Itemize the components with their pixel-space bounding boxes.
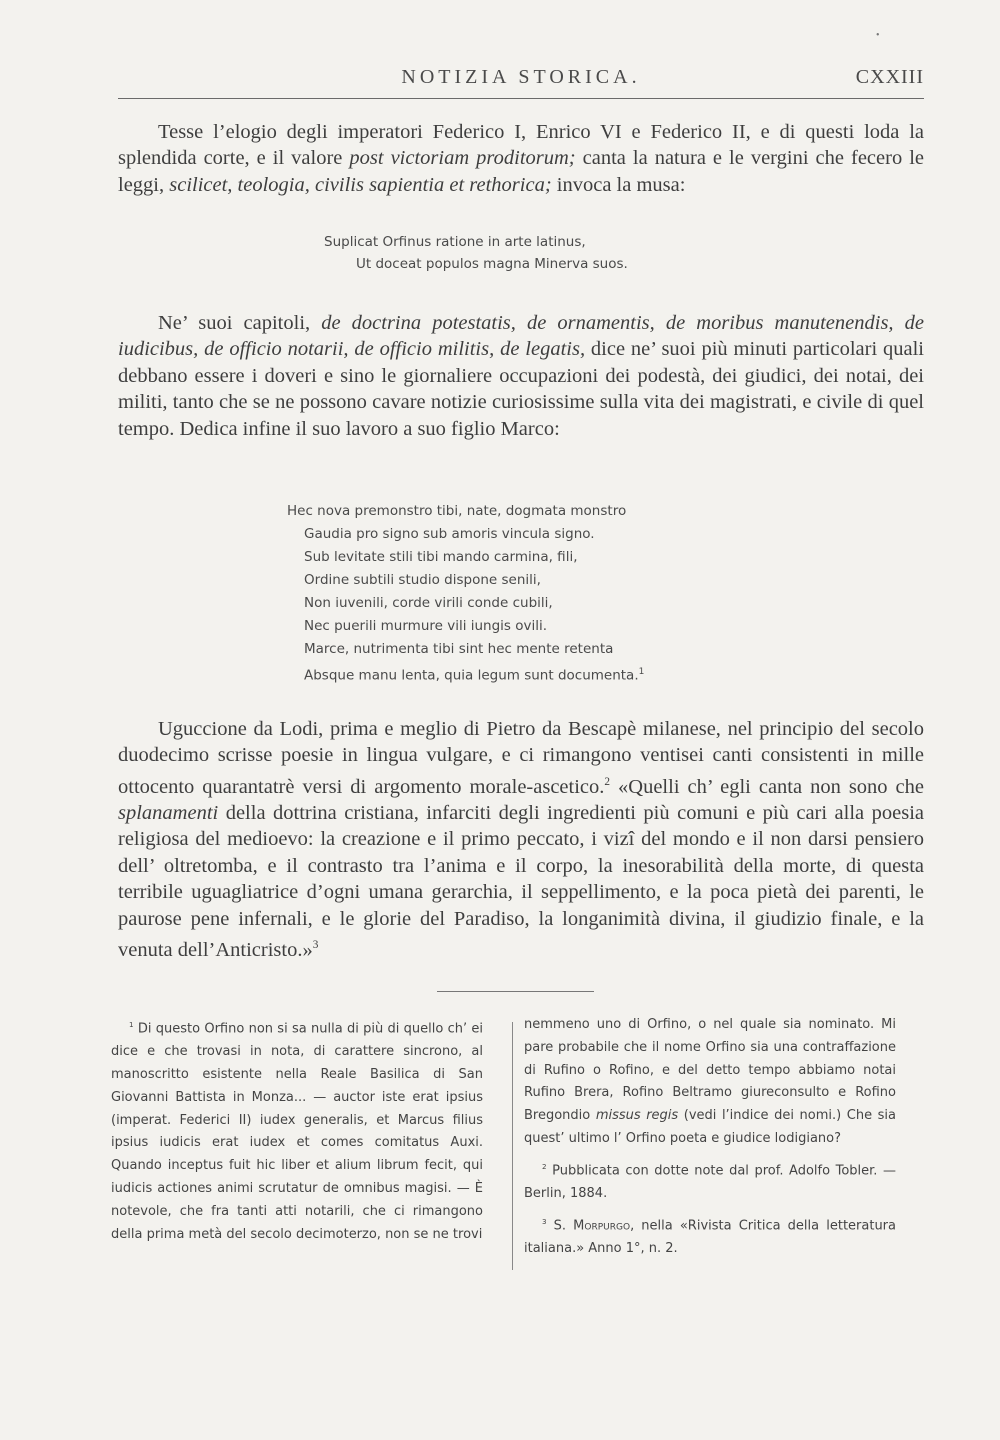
corner-mark: • — [876, 30, 880, 41]
footnotes-right-column — [524, 1014, 896, 1261]
italic-text: scilicet, teologia, civilis sapientia et rethorica; — [169, 173, 552, 196]
footnote-ref: 3 — [312, 939, 319, 952]
verse-line: Hec nova premonstro tibi, nate, dogmata monstro — [287, 503, 627, 519]
verse-line: Nec puerili murmure vili iungis ovili. — [304, 618, 548, 634]
verse-line: Non iuvenili, corde virili conde cubili, — [304, 595, 553, 611]
verse-line: Gaudia pro signo sub amoris vincula signo. — [304, 526, 595, 542]
text-run: Uguccione da Lodi, prima e meglio di Pietro da Bescapè milanese, nel principio del secolo duodecimo scrisse poesie in lingua vulgare, e ci rimangono ventisei canti consistenti in mille ottocento quarantatrè versi di argomento morale-ascetico. — [118, 718, 924, 798]
text-run: «Quelli ch’ egli canta non sono che — [610, 775, 924, 798]
text-run: Ne’ suoi capitoli, — [158, 312, 322, 334]
italic-text: splanamenti — [118, 802, 219, 825]
footnote-1 — [111, 1014, 483, 1246]
text-run: della dottrina cristiana, infarciti degli ingredienti più comuni e più cari alla poesia religiosa del medioevo: la creazione e il primo peccato, i vizî del mondo e il non darsi pensiero dell’ oltretomba, e il contrasto tra l’anima e il corpo, la inesorabilità della morte, di questa terribile uguagliatrice d’ogni umana gerarchia, il seppellimento, e la poca pietà dei parenti, le paurose pene infernali, e le glorie del Paradiso, la longanimità divina, il giudizio finale, e la venuta dell’Anticristo.» — [118, 802, 924, 961]
italic-text: missus regis — [595, 1108, 679, 1124]
running-title: NOTIZIA STORICA. — [401, 66, 641, 88]
text-run: Tesse l’elogio degli imperatori Federico I, Enrico VI e Federico II, e di questi loda la splendida corte, e il valore — [118, 121, 924, 170]
footnote-1-continued — [524, 1014, 896, 1151]
paragraph-1 — [118, 119, 924, 198]
text-run: S. — [546, 1218, 574, 1234]
page-header — [118, 62, 924, 99]
footnote-2 — [524, 1156, 896, 1206]
footnote-separator — [437, 991, 594, 992]
footnotes-left-column — [111, 1014, 483, 1246]
text-run: invoca la musa: — [551, 173, 686, 196]
verse-line: Ut doceat populos magna Minerva suos. — [356, 256, 628, 272]
text-run: Pubblicata con dotte note dal prof. Adolfo Tobler. — Berlin, 1884. — [524, 1163, 896, 1201]
paragraph-2 — [118, 310, 924, 442]
verse-line: Sub levitate stili tibi mando carmina, fili, — [304, 549, 578, 565]
column-divider — [512, 1022, 513, 1270]
text-run: dice ne’ suoi più minuti particolari quali debbano essere i doveri e sino le giornaliere occupazioni dei podestà, dei giudici, dei notai, dei militi, tanto che se ne possono cavare notizie curiosissime sulla vita dei magistrati, e civile di quel tempo. Dedica infine il suo lavoro a suo figlio Marco: — [118, 338, 924, 440]
verse-line-text: Absque manu lenta, quia legum sunt documenta. — [304, 667, 639, 684]
paragraph-3 — [118, 716, 924, 963]
verse-block-1 — [324, 231, 628, 275]
page-number: CXXIII — [855, 66, 924, 88]
footnote-ref: 1 — [638, 667, 645, 677]
text-run: , nella «Rivista Critica della letteratura italiana.» Anno 1°, n. 2. — [524, 1218, 896, 1256]
text-run: (vedi l’indice dei nomi.) Che sia quest’ ultimo l’ Orfino poeta e giudice lodigiano? — [524, 1108, 896, 1146]
verse-line — [287, 661, 644, 688]
text-run: nemmeno uno di Orfino, o nel quale sia nominato. Mi pare probabile che il nome Orfino sia una contraffazione di Rufino o Rofino, e del detto tempo abbiamo notai Rufino Brera, Rofino Beltramo giureconsulto e Rofino Bregondio — [524, 1017, 896, 1124]
footnote-3 — [524, 1211, 896, 1261]
footnote-ref: 2 — [604, 775, 611, 788]
verse-block-2 — [287, 500, 644, 688]
text-run: Di questo Orfino non si sa nulla di più di quello ch’ ei dice e che trovasi in nota, di carattere sincrono, al manoscritto esistente nella Reale Basilica di San Giovanni Battista in Monza... — auctor iste erat ipsius (imperat. Federici II) iudex generalis, et Marcus filius ipsius iudicis erat iudex et comes comitatus Auxi. Quando inceptus fuit hic liber et alium librum fecit, qui iudicis actiones animi scrutatur de omnibus magisi. — È notevole, che fra tanti atti notarili, che ci rimangono della prima metà del secolo decimoterzo, non se ne trovi — [111, 1021, 483, 1242]
footnote-ref: 3 — [542, 1216, 547, 1226]
author-name: Morpurgo — [573, 1218, 631, 1234]
footnote-ref: 1 — [129, 1020, 134, 1029]
verse-line: Ordine subtili studio dispone senili, — [304, 572, 541, 588]
italic-text: de doctrina potestatis, de ornamentis, de moribus manutenendis, de iudicibus, de officio notarii, de officio militis, de legatis, — [118, 312, 924, 361]
text-run: canta la natura e le vergini che fecero le leggi, — [118, 147, 924, 196]
italic-text: post victoriam proditorum; — [349, 147, 576, 170]
verse-line: Marce, nutrimenta tibi sint hec mente retenta — [304, 641, 614, 657]
footnote-ref: 2 — [542, 1161, 547, 1171]
verse-line: Suplicat Orfinus ratione in arte latinus, — [324, 234, 586, 250]
